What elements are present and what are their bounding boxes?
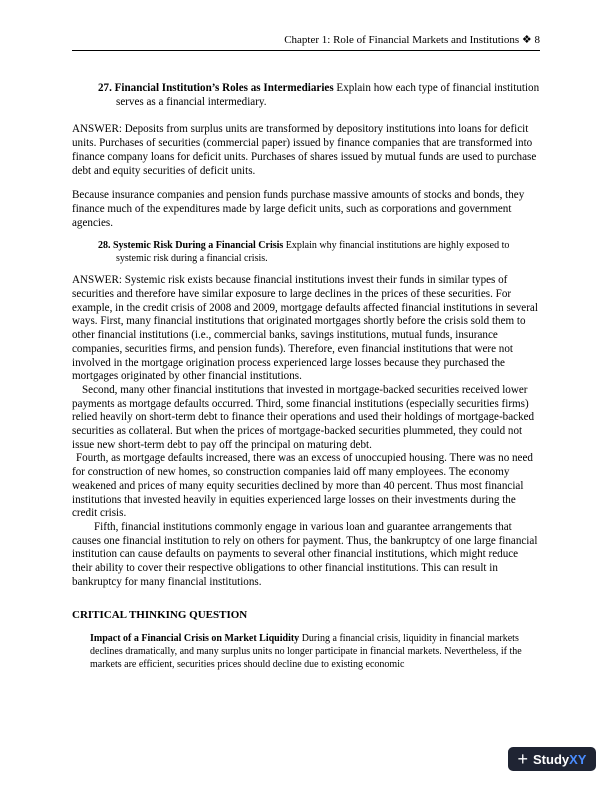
- studyxy-brand-main: Study: [533, 751, 570, 767]
- question-27: [98, 82, 540, 109]
- answer-28-paragraph-2: Second, many other financial institutions that invested in mortgage-backed securities received lower payments as mortgage defaults occurred. Third, some financial institutions (especially securities firms) relied heavily on short-term debt to finance their operations and used their holdings of mortgage-backed securities as collateral. But when the prices of mortgage-backed securities plummeted, they could not issue new short-term debt to pay off the principal on maturing debt.: [72, 383, 535, 451]
- critical-thinking-heading: CRITICAL THINKING QUESTION: [72, 608, 248, 621]
- critical-thinking-title: Impact of a Financial Crisis on Market Liquidity: [90, 632, 300, 644]
- answer-28-paragraph-3: Fourth, as mortgage defaults increased, there was an excess of unoccupied housing. There was no need for construction of new homes, so construction companies laid off many employees. The economy weakened and prices of many equity securities declined by more than 40 percent. Thus most financial institutions that invested heavily in equities experienced large losses on their investments during the credit crisis.: [72, 452, 533, 520]
- answer-28-paragraph-4: Fifth, financial institutions commonly engage in various loan and guarantee arrangements that causes one financial institution to rely on others for payment. Thus, the bankruptcy of one large financial institution can cause defaults on payments to several other financial institutions, which might reduce their ability to cover their respective obligations to other financial institutions. This can result in bankruptcy for many financial institutions.: [72, 520, 538, 588]
- plus-icon: +: [517, 749, 529, 769]
- page-body: [72, 82, 540, 671]
- studyxy-brand-accent: XY: [569, 751, 587, 767]
- answer-28-paragraph-1: ANSWER: Systemic risk exists because financial institutions invest their funds in similar types of securities and therefore have similar exposure to large declines in the prices of these securities. For example, in the credit crisis of 2008 and 2009, mortgage defaults affected financial institutions in several ways. First, many financial institutions that originated mortgages shortly before the crisis sold them to other financial institutions (i.e., commercial banks, savings institutions, mutual funds, insurance companies, securities firms, and pension funds). Therefore, even financial institutions that were not involved in the mortgage origination process experienced large losses because they purchased the mortgages originated by other financial institutions.: [72, 274, 538, 383]
- question-28-title: 28. Systemic Risk During a Financial Crisis: [98, 240, 284, 252]
- critical-thinking-prompt: During a financial crisis, liquidity in financial markets declines dramatically, and many surplus units no longer participate in financial markets. Nevertheless, if the markets are efficient, securities prices should decline due to existing economic: [90, 632, 522, 670]
- running-head: Chapter 1: Role of Financial Markets and Institutions ❖ 8: [72, 33, 540, 51]
- question-28: [98, 239, 540, 265]
- question-28-prompt: Explain why financial institutions are highly exposed to systemic risk during a financial crisis.: [116, 240, 510, 265]
- question-27-title: 27. Financial Institution’s Roles as Intermediaries: [98, 82, 334, 94]
- studyxy-badge[interactable]: [508, 747, 596, 771]
- answer-27-paragraph-2: Because insurance companies and pension funds purchase massive amounts of stocks and bonds, they finance much of the expenditures made by large deficit units, such as corporations and government agencies.: [72, 189, 525, 229]
- critical-thinking-question: [90, 632, 540, 671]
- question-27-prompt: Explain how each type of financial institution serves as a financial intermediary.: [116, 82, 540, 108]
- answer-27-paragraph-1: ANSWER: Deposits from surplus units are transformed by depository institutions into loans for deficit units. Purchases of securities (commercial paper) issued by finance companies that are transformed into finance company loans for deficit units. Purchases of shares issued by mutual funds are used to purchase debt and equity securities of deficit units.: [72, 123, 537, 177]
